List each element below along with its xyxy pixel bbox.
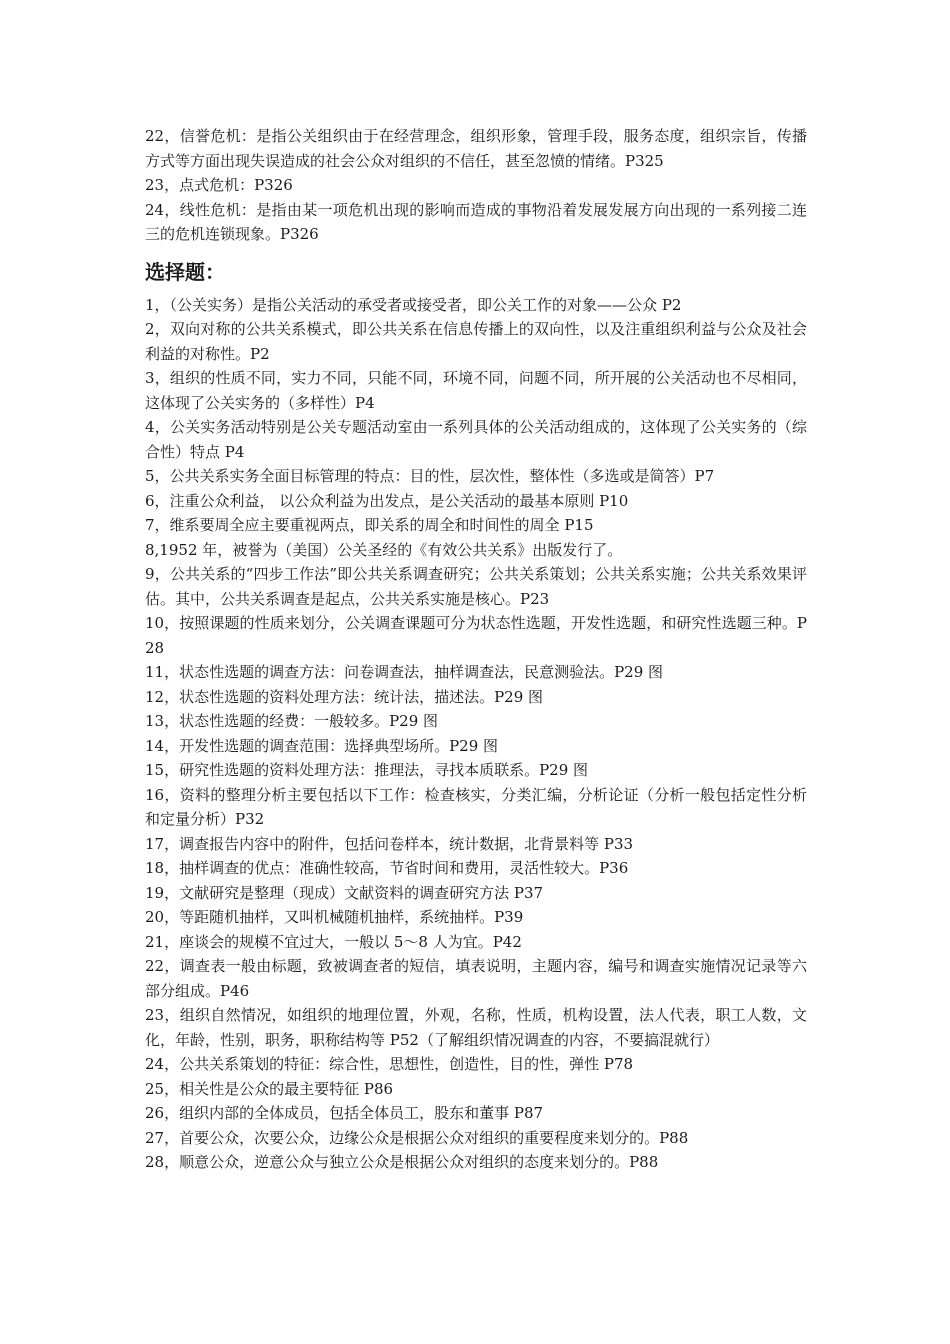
list-item: 17，调查报告内容中的附件，包括问卷样本，统计数据，北背景料等 P33 <box>145 834 634 853</box>
list-item: 9，公共关系的“四步工作法”即公共关系调查研究；公共关系策划；公共关系实施；公共关系效果评估。其中，公共关系调查是起点，公共关系实施是核心。P23 <box>145 565 807 608</box>
list-item: 8,1952 年，被誉为（美国）公关圣经的《有效公共关系》出版发行了。 <box>145 540 623 559</box>
section-heading: 选择题： <box>145 259 225 284</box>
list-item: 10，按照课题的性质来划分，公关调查课题可分为状态性选题，开发性选题，和研究性选题三种。P28 <box>145 614 807 657</box>
list-item: 18，抽样调查的优点：准确性较高，节省时间和费用，灵活性较大。P36 <box>145 859 629 877</box>
list-item: 2，双向对称的公共关系模式，即公共关系在信息传播上的双向性，以及注重组织利益与公众及社会利益的对称性。P2 <box>145 320 807 363</box>
list-item: 7，维系要周全应主要重视两点，即关系的周全和时间性的周全 P15 <box>145 516 594 534</box>
intro-item-23: 23，点式危机：P326 <box>145 176 293 194</box>
list-item: 3，组织的性质不同，实力不同，只能不同，环境不同，问题不同，所开展的公关活动也不尽相同，这体现了公关实务的（多样性）P4 <box>145 369 807 412</box>
list-item: 4，公关实务活动特别是公关专题活动室由一系列具体的公关活动组成的，这体现了公关实务的（综合性）特点 P4 <box>145 418 807 461</box>
intro-item-22: 22，信誉危机：是指公关组织由于在经营理念，组织形象，管理手段，服务态度，组织宗旨，传播方式等方面出现失误造成的社会公众对组织的不信任，甚至忽愤的情绪。P325 <box>145 127 807 170</box>
list-item: 28，顺意公众，逆意公众与独立公众是根据公众对组织的态度来划分的。P88 <box>145 1153 659 1171</box>
list-item: 12，状态性选题的资料处理方法：统计法，描述法。P29 图 <box>145 687 544 706</box>
list-item: 1，（公关实务）是指公关活动的承受者或接受者，即公关工作的对象——公众 P2 <box>145 295 682 314</box>
list-item: 5，公共关系实务全面目标管理的特点：目的性，层次性，整体性（多选或是简答）P7 <box>145 467 715 485</box>
document-page <box>145 124 807 1175</box>
list-item: 16，资料的整理分析主要包括以下工作：检查核实，分类汇编，分析论证（分析一般包括定性分析和定量分析）P32 <box>145 785 807 828</box>
list-item: 20，等距随机抽样，又叫机械随机抽样，系统抽样。P39 <box>145 908 524 926</box>
list-item: 6，注重公众利益， 以公众利益为出发点，是公关活动的最基本原则 P10 <box>145 491 629 510</box>
intro-item-24: 24，线性危机：是指由某一项危机出现的影响而造成的事物沿着发展发展方向出现的一系列接二连三的危机连锁现象。P326 <box>145 200 807 243</box>
list-item: 23，组织自然情况，如组织的地理位置，外观，名称，性质，机构设置，法人代表，职工人数，文化，年龄，性别，职务，职称结构等 P52（了解组织情况调查的内容，不要搞混就行） <box>145 1006 807 1049</box>
list-item: 15，研究性选题的资料处理方法：推理法，寻找本质联系。P29 图 <box>145 761 589 779</box>
list-item: 11，状态性选题的调查方法：问卷调查法，抽样调查法，民意测验法。P29 图 <box>145 663 664 681</box>
list-item: 24，公共关系策划的特征：综合性，思想性，创造性，目的性，弹性 P78 <box>145 1055 634 1073</box>
list-item: 25，相关性是公众的最主要特征 P86 <box>145 1079 394 1098</box>
list-item: 26，组织内部的全体成员，包括全体员工，股东和董事 P87 <box>145 1104 544 1122</box>
list-item: 19，文献研究是整理（现成）文献资料的调查研究方法 P37 <box>145 883 544 902</box>
list-item: 27，首要公众，次要公众，边缘公众是根据公众对组织的重要程度来划分的。P88 <box>145 1128 689 1147</box>
list-item: 13，状态性选题的经费：一般较多。P29 图 <box>145 712 439 730</box>
list-item: 22，调查表一般由标题，致被调查者的短信，填表说明，主题内容，编号和调查实施情况记录等六部分组成。P46 <box>145 957 807 1000</box>
list-item: 21，座谈会的规模不宜过大，一般以 5～8 人为宜。P42 <box>145 932 522 951</box>
list-item: 14，开发性选题的调查范围：选择典型场所。P29 图 <box>145 736 499 755</box>
